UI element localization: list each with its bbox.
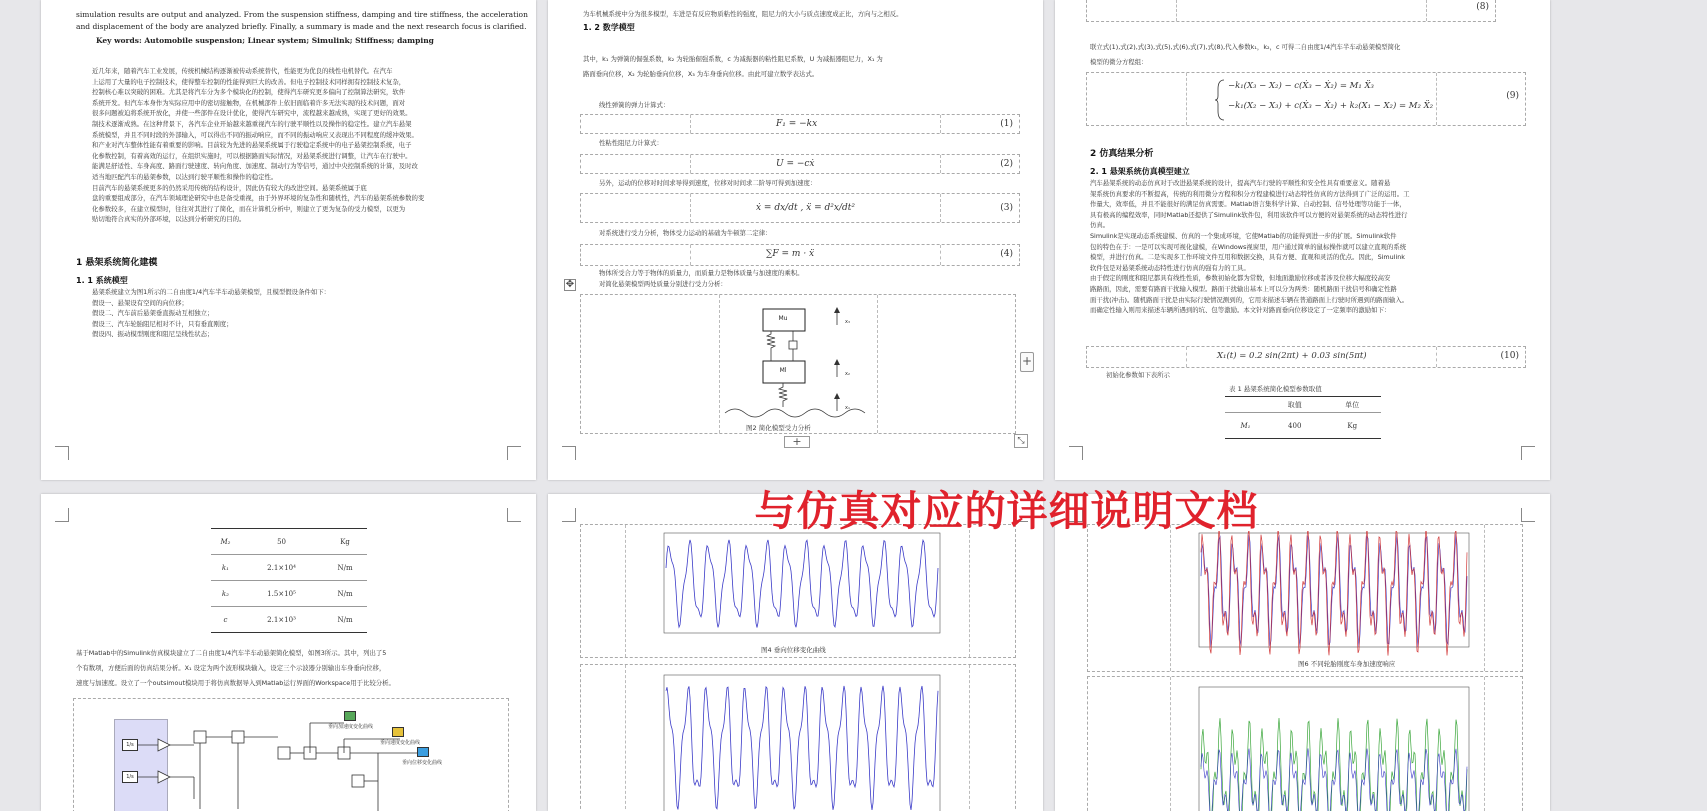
margin-mark xyxy=(55,508,69,522)
eq-label: 对系统进行受力分析，物体受力运动的基础为牛顿第二定律： xyxy=(599,229,772,237)
mass-upper-label: Mu xyxy=(778,315,788,322)
table-resize-handle[interactable]: ⤡ xyxy=(1014,434,1028,448)
equation-1 xyxy=(580,114,1020,134)
equation-text: F₁ = −kx xyxy=(776,119,818,129)
equation-10 xyxy=(1086,346,1526,368)
abstract-line: and displacement of the body are analyzed briefly. Finally, a summary is made and the next research focus is clarified. xyxy=(76,22,527,31)
margin-mark xyxy=(1069,508,1083,522)
add-row-button[interactable]: + xyxy=(784,436,810,448)
parameter-table: 取值 单位 M₁ 400 Kg xyxy=(1225,396,1381,439)
margin-mark xyxy=(1069,446,1083,460)
equation-text: ẋ = dx/dt , ẍ = d²x/dt² xyxy=(756,203,855,213)
figure-7-frame xyxy=(1087,676,1523,811)
equation-2 xyxy=(580,154,1020,174)
abstract-line: simulation results are output and analyzed. From the suspension stiffness, damping and tire stiffness, the acceleration xyxy=(76,10,528,19)
figure-4-frame xyxy=(580,524,1016,658)
scope-label: 垂向位移变化曲线 xyxy=(402,760,443,766)
margin-mark xyxy=(562,446,576,460)
integrator-block: 1/s xyxy=(122,771,138,783)
equation-number: (2) xyxy=(1000,159,1013,169)
margin-mark xyxy=(562,508,576,522)
equation-text: X₁(t) = 0.2 sin(2πt) + 0.03 sin(5πt) xyxy=(1217,351,1367,361)
margin-mark xyxy=(1521,446,1535,460)
model-description: 基于Matlab中的Simulink仿真模块建立了二自由度1/4汽车半车动悬架简化模型，如图3所示。其中，列出了5 个有数项，方便后面的仿真结果分析。X₁ 设定为两个波形模块输入，设定三个示波器分别输出车身垂向位移， 速度与加速度。设立了一个outsimout模块用于将仿真数据导入到Matlab运行界面的Workspace用于比较分析。 xyxy=(76,649,395,687)
equation-9 xyxy=(1086,72,1526,126)
equation-text: U = −cẋ xyxy=(776,159,815,169)
table-move-handle[interactable]: ✥ xyxy=(565,279,575,290)
scope-block-vel xyxy=(392,727,404,737)
figure-6-frame xyxy=(1087,524,1523,672)
mass-lower-label: Ml xyxy=(779,367,787,374)
figure-6-plot xyxy=(1183,531,1473,656)
margin-mark xyxy=(507,508,521,522)
figure-4-plot xyxy=(646,531,946,643)
figure-5-plot xyxy=(646,673,946,811)
intro-paragraph: 近几年来，随着汽车工业发展，传统机械结构逐渐被传动系统替代，性能更为优良的线性电机替代。在汽车 上运用了大量的电子控制技术，使得整车控制的性能得到巨大的改善。但电子控制技术同样拥有控制技术复杂， 控制核心难以突破的困难。尤其是将汽车分为多个模块化的控制，使得汽车研究更多偏向了控制算法研究，软件 系统开发。但汽车本身作为实际应用中的密切接触物，在机械部件上依旧面临着许多无法实现的技术问题，面对 很多问题被迫将系统开放化，并使一些部件在设计优化，使得汽车研究中，流程越来越成熟，实现了更好的效果。 制技术逐渐成熟。在这种背景下，各汽车企业开始越来越重视汽车的行驶平顺性以及操作的稳定性。建立汽车悬架 系统模型，并且不同时段的外部输入，可以得出不同的振动响应，而不同的振动响应又表现出不同程度的缓冲效果。 和产业对汽车整体性能有着重要的影响。目前较为先进的悬架系统属于行驶稳定系统中的电子悬架控制系统，电子 化参数控制，有着高效的运行，在组织实施时，可以根据路面实际情况，对悬架系统进行调整，让汽车在行驶中。 能满足舒适性、车身高度、路面行驶速度、转向角度、加速度、制动行为等信号，通过中央控制系统的计算，及时改 适当地匹配汽车的悬架参数，以达到行驶平顺性和操作的稳定性。 目前汽车的悬架系统更多的仍然采用传统的结构设计，因此仍有较大的改进空间。悬架系统属于底 盘的重要组成部分，在汽车领域理论研究中也是备受重视，由于外界环境的复杂性和随机性，汽车的悬架系统参数的变 化参数较多，在建立模型时，往往对其进行了简化，而在计算机分析中，则建立了更为复杂的受力模型，以更为 贴切地符合真实的外部环境，以达到分析研究的目的。 xyxy=(92,67,425,224)
simulink-diagram-frame xyxy=(73,698,509,811)
page-3 xyxy=(1055,0,1550,480)
eq-label: 另外，运动的位移对时间求导得到速度，位移对时间求二阶导可得到加速度： xyxy=(599,179,817,187)
assumptions-list: 悬架系统建立为图1所示的二自由度1/4汽车半车动悬架模型，且模型假设条件如下： 假设一、悬架设有空间的向位移； 假设二、汽车前后悬架垂直振动互相独立； 假设三、汽车轮胎阻尼相对不计，只有垂直刚度； 假设四、振动模型刚度和阻尼呈线性状态； xyxy=(92,288,331,339)
simulation-paragraph: 汽车悬架系统的动态仿真对于改进悬架系统的设计，提高汽车行驶的平顺性和安全性具有重要意义。随着悬 架系统仿真要求的不断提高，传统的利用微分方程和积分方程建模进行动态特性仿真的方法得到了广泛的运用。工 作量大，效率低，并且不能很好的满足仿真需要。Matlab语言集科学计算、自动控制、信号处理等功能于一体， 具有极高的编程效率，同时Matlab还提供了Simulink软件包，利用该软件可以方便的对悬架系统的动态特性进行 仿真。 Simulink是实现动态系统建模、仿真的一个集成环境，它使Matlab的功能得到进一步的扩展。Simulink软件 包的特色在于：一是可以实现可视化建模，在Windows视窗里，用户通过简单的鼠标操作就可以建立直观的系统 模型，并进行仿真。二是实现多工作环境文件互用和数据交换，具有方便、直观和灵活的优点。因此，Simulink 软件包是对悬架系统动态特性进行仿真的强有力的工具。 由于假定的刚度和阻尼都具有线性性质，参数初始化都为常数，但地面激励位移或者涉及位移大幅度较高安 路路面，因此，需要有路面干扰输入模型。路面干扰输出基本上可以分为两类：随机路面干扰信号和确定性路 面干扰(冲击)。随机路面干扰是由实际行驶情况测到的，它用来描述车辆在普通路面上行驶时所遇到的路面输入。 而确定性输入则用来描述车辆所遇到的坑、包等激励。本文针对路面垂向位移设定了一定频率的激励如下： xyxy=(1090,179,1410,315)
page-2 xyxy=(548,0,1043,480)
overlay-banner-title: 与仿真对应的详细说明文档 xyxy=(754,487,1259,535)
margin-mark xyxy=(507,446,521,460)
margin-mark xyxy=(1521,508,1535,522)
force-text: 物体所受合力等于物体的质量力，而质量力是物体质量与加速度的乘积。 对简化悬架模型两处质量分别进行受力分析： xyxy=(599,269,804,288)
section-heading: 1 悬架系统简化建模 xyxy=(76,258,158,268)
table-caption: 表 1 悬架系统简化模型参数取值 xyxy=(1229,385,1322,393)
equation-4 xyxy=(580,244,1020,266)
equation-text: ∑F = m · ẍ xyxy=(766,249,815,259)
equation-number: (8) xyxy=(1476,2,1489,12)
eq-label: 性粘性阻尼力计算式： xyxy=(599,139,663,147)
table-intro: 初始化参数如下表所示 xyxy=(1106,371,1170,379)
page-1 xyxy=(41,0,536,480)
combine-text: 联立式(1),式(2),式(3),式(5),式(6),式(7),式(8),代入参数k₁，k₂，c 可得二自由度1/4汽车半车动悬架模型简化 模型的微分方程组： xyxy=(1090,43,1401,66)
keywords: Key words: Automobile suspension; Linear system; Simulink; Stiffness; damping xyxy=(96,36,434,45)
svg-text:x₁: x₁ xyxy=(845,405,850,411)
subsection-heading: 1. 1 系统模型 xyxy=(76,276,128,285)
figure-caption: 图6 不同轮胎刚度车身加速度响应 xyxy=(1298,660,1396,668)
figure-caption: 图2 简化模型受力分析 xyxy=(746,424,811,432)
page-4 xyxy=(41,494,536,811)
equation-number: (1) xyxy=(1000,119,1013,129)
page-6 xyxy=(1055,494,1550,811)
simulink-wiring xyxy=(138,709,438,811)
symbol-definitions: 其中，k₁ 为弹簧的倔强系数，k₂ 为轮胎倔强系数，c 为减振器的粘性阻尼系数，U 为减振器阻尼力，X₁ 为 路面垂向位移，X₂ 为轮胎垂向位移，X₃ 为车身垂向位移。由此可建立数学表达式。 xyxy=(583,55,883,78)
equation-8 xyxy=(1086,0,1496,22)
integrator-block: 1/s xyxy=(122,739,138,751)
equation-text: −k₁(X₂ − X₃) + c(Ẋ₃ − Ẋ₂) + k₂(X₁ − X₂) = M₂ Ẍ₂ xyxy=(1228,101,1434,111)
parameter-table-cont: M₂ 50 Kg k₁ 2.1×10⁴ N/m k₂ 1.5×10⁵ N/m c 2.1×10³ N/m xyxy=(211,528,367,633)
subsection-heading: 2. 1 悬架系统仿真模型建立 xyxy=(1090,167,1190,176)
scope-block-accel xyxy=(344,711,356,721)
equation-number: (3) xyxy=(1000,203,1013,213)
figure-7-plot xyxy=(1183,685,1473,811)
section-heading: 2 仿真结果分析 xyxy=(1090,149,1154,159)
equation-3 xyxy=(580,193,1020,223)
figure-caption: 图4 垂向位移变化曲线 xyxy=(761,646,826,654)
scope-label: 垂向速度变化曲线 xyxy=(380,740,421,746)
equation-number: (9) xyxy=(1506,91,1519,101)
svg-text:x₂: x₂ xyxy=(845,371,850,377)
add-column-button[interactable]: + xyxy=(1020,352,1034,372)
margin-mark xyxy=(1014,508,1028,522)
scope-label: 垂向加速度变化曲线 xyxy=(328,724,374,730)
equation-text: −k₁(X₃ − X₂) − c(Ẋ₃ − Ẋ₂) = M₁ Ẍ₃ xyxy=(1228,81,1374,91)
scope-block-disp xyxy=(417,747,429,757)
figure-2-frame xyxy=(580,294,1016,434)
page-5 xyxy=(548,494,1043,811)
margin-mark xyxy=(55,446,69,460)
equation-number: (10) xyxy=(1500,351,1519,361)
eq-label: 线性弹簧的弹力计算式： xyxy=(599,101,670,109)
svg-text:x₃: x₃ xyxy=(845,319,850,325)
subsection-heading: 1. 2 数学模型 xyxy=(583,23,635,32)
figure-5-frame xyxy=(580,664,1016,811)
body-line: 为车机械系统中分为很多模型，车进是有反应物质粘性的强度，阻尼力的大小与质点速度成正比，方向与之相反。 xyxy=(583,10,903,18)
equation-number: (4) xyxy=(1000,249,1013,259)
